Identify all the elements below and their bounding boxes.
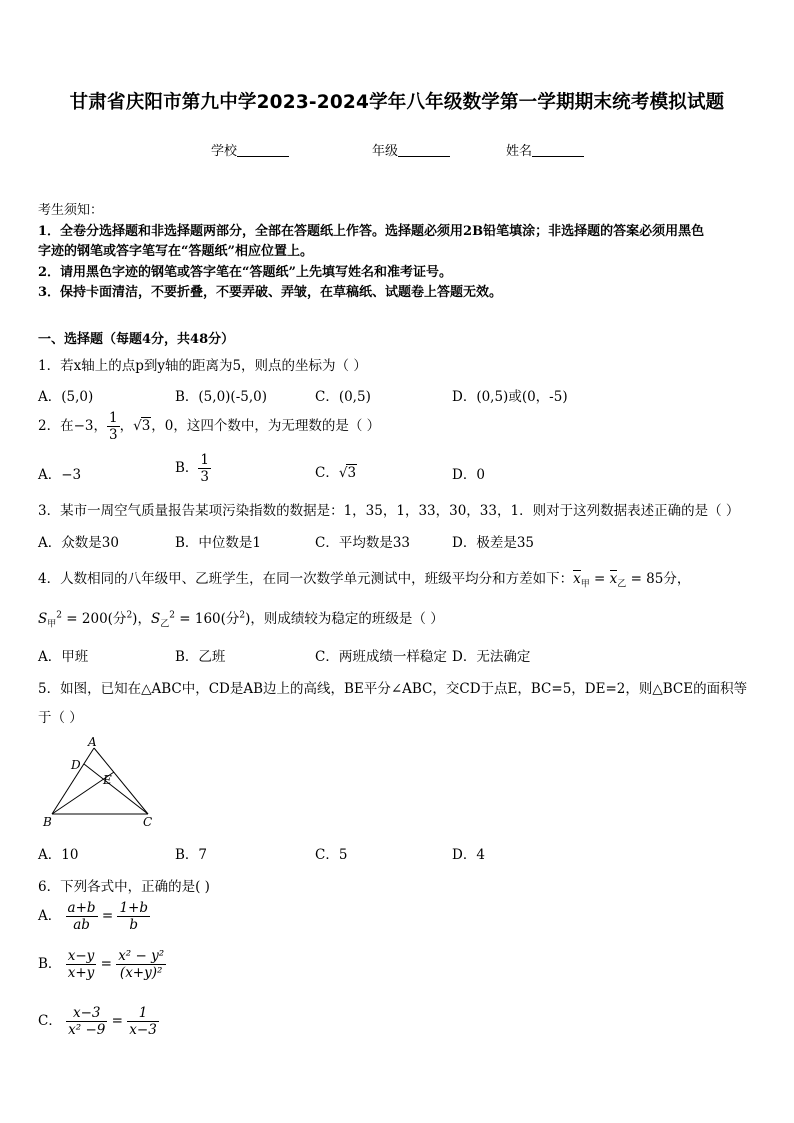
fraction xyxy=(116,948,166,981)
option-label: B． xyxy=(38,956,62,973)
sup-2: 2 xyxy=(126,610,133,621)
page-title: 甘肃省庆阳市第九中学2023-2024学年八年级数学第一学期期末统考模拟试题 xyxy=(69,92,725,113)
frac-den: ab xyxy=(73,917,90,934)
notice-item: 1．全卷分选择题和非选择题两部分，全部在答题纸上作答。选择题必须用2B铅笔填涂；非选择题的答案必须用黑色 xyxy=(38,223,705,239)
sub-yi: 乙 xyxy=(617,579,627,590)
q5-option-d[interactable]: D．4 xyxy=(452,847,485,863)
label-e: E xyxy=(103,773,112,787)
triangle-figure xyxy=(38,734,168,834)
mean-value: = 85分， xyxy=(630,571,691,587)
frac-den: 3 xyxy=(200,469,210,486)
fraction xyxy=(66,1005,107,1038)
name-blank[interactable] xyxy=(532,143,584,157)
q2-stem-part: ， xyxy=(119,418,134,435)
q6-option-a[interactable]: A． $\frac{a+b}{ab}$ = $\frac{1+b}{b}$ xyxy=(38,900,149,934)
frac-den: (x+y)² xyxy=(119,965,163,982)
frac-den: b xyxy=(129,917,139,934)
q1-option-b[interactable]: B．(5,0)(-5,0) xyxy=(175,389,267,405)
q4-tail: ，则成绩较为稳定的班级是（ ） xyxy=(250,611,444,627)
notice-heading: 考生须知： xyxy=(38,203,104,218)
fraction xyxy=(117,900,150,933)
sub-yi: 乙 xyxy=(160,619,170,630)
label-b: B xyxy=(43,815,52,829)
fraction xyxy=(127,1005,159,1038)
question-1-stem: 1．若x轴上的点p到y轴的距离为5，则点的坐标为（ ） xyxy=(38,358,367,374)
school-blank[interactable] xyxy=(237,143,289,157)
question-6-stem: 6．下列各式中，正确的是( ) xyxy=(38,879,210,895)
sqrt-value: 3 xyxy=(347,465,357,481)
grade-label: 年级 xyxy=(372,144,399,159)
q4-stem-text: 4．人数相同的八年级甲、乙班学生，在同一次数学单元测试中，班级平均分和方差如下： xyxy=(38,571,574,587)
q3-option-b[interactable]: B．中位数是1 xyxy=(175,535,262,551)
fraction xyxy=(66,900,98,933)
q3-option-a[interactable]: A．众数是30 xyxy=(38,535,119,551)
frac-num: x² − y² xyxy=(118,948,165,964)
q2-option-d[interactable]: D．0 xyxy=(452,467,485,483)
school-label: 学校 xyxy=(211,144,238,159)
q1-option-d[interactable]: D．(0,5)或(0，-5) xyxy=(452,389,568,405)
altitude-cd xyxy=(84,764,148,814)
sub-jia: 甲 xyxy=(580,579,590,590)
frac-num: 1 xyxy=(127,1005,159,1022)
variance-symbol: S xyxy=(150,611,161,627)
frac-num: a+b xyxy=(67,900,96,916)
sub-jia: 甲 xyxy=(47,619,57,630)
question-5-stem-cont: 于（ ） xyxy=(38,710,83,726)
variance-b: = 160(分 xyxy=(179,611,240,627)
option-label: A． xyxy=(38,908,62,925)
label-d: D xyxy=(71,758,81,772)
question-4-variance: $S_甲^2 = 200$(分$^2$)，$S_乙^2 = 160$(分$^2$)，则成绩较为稳定的班级是（ ） xyxy=(38,610,444,630)
option-label: C． xyxy=(38,1013,62,1030)
question-4-stem: 4．人数相同的八年级甲、乙班学生，在同一次数学单元测试中，班级平均分和方差如下：$x_甲 = x_乙 = 85$分， xyxy=(38,571,691,590)
grade-field xyxy=(372,140,450,159)
fraction-one-third xyxy=(198,452,211,485)
question-3-stem: 3．某市一周空气质量报告某项污染指数的数据是：1，35，1，33，30，33，1．则对于这列数据表述正确的是（ ） xyxy=(38,503,740,519)
q2-stem-part: 2．在−3， xyxy=(38,418,107,435)
variance-a: = 200(分 xyxy=(66,611,127,627)
frac-num: 1 xyxy=(109,410,118,426)
q4-option-d[interactable]: D．无法确定 xyxy=(452,649,531,665)
grade-blank[interactable] xyxy=(398,143,450,157)
frac-den: x² −9 xyxy=(68,1022,106,1039)
frac-num: 1+b xyxy=(119,900,149,916)
sup-2: 2 xyxy=(56,610,62,621)
notice-item: 3．保持卡面清洁，不要折叠，不要弄破、弄皱，在草稿纸、试题卷上答题无效。 xyxy=(38,285,503,300)
q4-option-a[interactable]: A．甲班 xyxy=(38,649,89,665)
frac-num: x−3 xyxy=(66,1005,107,1022)
mean-symbol: x xyxy=(573,571,581,587)
q1-option-c[interactable]: C．(0,5) xyxy=(315,389,371,405)
notice-item: 2．请用黑色字迹的钢笔或答字笔在“答题纸”上先填写姓名和准考证号。 xyxy=(38,264,453,280)
variance-symbol: S xyxy=(38,611,48,627)
q6-option-b[interactable]: B． $\frac{x-y}{x+y}$ = $\frac{\text{x² − y²}}{\text{(x+y)²}}$ xyxy=(38,948,165,982)
name-field xyxy=(506,140,584,159)
sup-2: 2 xyxy=(239,610,246,621)
notice-block xyxy=(38,201,704,304)
sqrt-value: 3 xyxy=(141,418,151,435)
q1-option-a[interactable]: A．(5,0) xyxy=(38,389,94,405)
notice-item: 字迹的钢笔或答字笔写在“答题纸”相应位置上。 xyxy=(38,244,313,259)
q5-option-c[interactable]: C．5 xyxy=(315,847,348,863)
school-field xyxy=(211,140,289,159)
label-a: A xyxy=(88,735,97,749)
section-heading: 一、选择题（每题4分，共48分） xyxy=(38,332,235,347)
fraction xyxy=(66,948,97,981)
q5-option-b[interactable]: B．7 xyxy=(175,847,208,863)
q3-option-d[interactable]: D．极差是35 xyxy=(452,535,535,551)
frac-den: x+y xyxy=(67,965,95,982)
option-label: C． xyxy=(315,465,339,481)
label-c: C xyxy=(143,815,153,829)
option-label: B． xyxy=(175,460,199,477)
frac-num: 1 xyxy=(200,452,210,468)
q2-option-b[interactable] xyxy=(175,452,211,485)
question-5-stem: 5．如图，已知在△ABC中，CD是AB边上的高线，BE平分∠ABC，交CD于点E，BC=5，DE=2，则△BCE的面积等 xyxy=(38,681,748,697)
question-2-stem: 2．在−3， $\frac{1}{3}$ ，√3，0，这四个数中，为无理数的是（ ） xyxy=(38,410,381,444)
q2-option-c[interactable]: C．√3 xyxy=(315,465,357,481)
name-label: 姓名 xyxy=(506,144,533,159)
mean-symbol: x xyxy=(609,571,618,587)
q4-option-b[interactable]: B．乙班 xyxy=(175,649,226,665)
fraction-one-third xyxy=(107,410,120,443)
q2-option-a[interactable]: A．−3 xyxy=(38,467,82,483)
frac-den: x−3 xyxy=(129,1022,157,1039)
q6-option-c[interactable]: C． $\frac{x-3}{\text{x² −9}}$ = $\frac{1}{x-3}$ xyxy=(38,1005,157,1039)
frac-num: x−y xyxy=(67,948,95,964)
frac-den: 3 xyxy=(109,427,118,444)
q3-option-c[interactable]: C．平均数是33 xyxy=(315,535,411,551)
q2-stem-part: ，0，这四个数中，为无理数的是（ ） xyxy=(151,418,381,435)
q4-option-c[interactable]: C．两班成绩一样稳定 xyxy=(315,649,447,665)
sup-2: 2 xyxy=(169,610,175,621)
q5-option-a[interactable]: A．10 xyxy=(38,847,79,863)
